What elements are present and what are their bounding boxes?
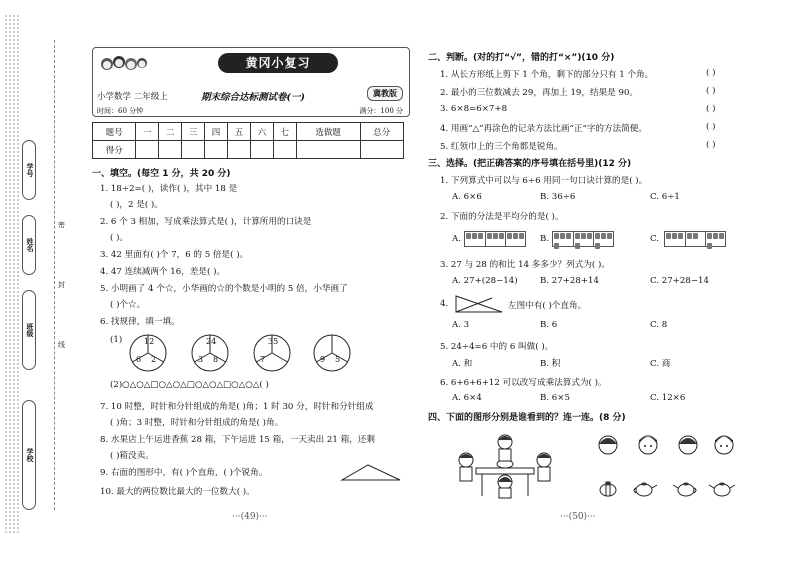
table-cell: 六 [250, 123, 273, 141]
question-5a: 5. 小明画了 4 个☆，小华画的☆的个数是小明的 5 倍，小华画了 [100, 284, 348, 294]
share-group [574, 232, 595, 246]
section-3-title: 三、选择。(把正确答案的序号填在括号里)(12 分) [428, 159, 632, 169]
score-input-cell[interactable] [136, 141, 159, 159]
section-4-title: 四、下面的图形分别是谁看到的？连一连。(8 分) [428, 413, 626, 423]
answer-paren[interactable]: ( ) [706, 140, 716, 150]
answer-paren[interactable]: ( ) [706, 122, 716, 132]
share-group [465, 232, 486, 246]
option-c[interactable]: C. 27+28−14 [650, 276, 709, 286]
option-b[interactable]: B. 6 [540, 320, 558, 330]
item-icon [595, 233, 600, 239]
item-icon [575, 233, 580, 239]
question-1a: 1. 18÷2=( )，读作( )，其中 18 是 [100, 184, 238, 194]
table-cell: 题号 [93, 123, 136, 141]
field-school[interactable]: 学校 [22, 400, 36, 510]
score-input-cell[interactable] [182, 141, 205, 159]
item-icon [601, 233, 606, 239]
question-8b: ( )箱没卖。 [110, 451, 154, 461]
score-input-cell[interactable] [296, 141, 360, 159]
share-group [686, 232, 707, 246]
item-icon [575, 243, 580, 249]
answer-paren[interactable]: ( ) [706, 104, 716, 114]
children-at-table-illustration [452, 430, 558, 500]
option-a[interactable]: A. 3 [452, 320, 470, 330]
item-icon [693, 233, 698, 239]
question-8a: 8. 水果店上午运进香蕉 28 箱，下午运进 15 箱，一天卖出 21 箱，还剩 [100, 435, 375, 445]
question-4-text: 左图中有( )个直角。 [508, 301, 587, 311]
question-6-part-1: (1) [110, 335, 123, 345]
choice-question-4: 4. [440, 299, 449, 309]
item-icon [719, 233, 724, 239]
pie-number-left: 9 [320, 355, 326, 364]
question-2a: 2. 6 个 3 相加，写成乘法算式是( )，计算所用的口诀是 [100, 217, 312, 227]
score-table-score-row [93, 141, 404, 159]
share-group [506, 232, 527, 246]
pie-number-right: 5 [335, 355, 341, 364]
item-icon [566, 233, 571, 239]
option-a[interactable]: A. 27+(28−14) [452, 276, 518, 286]
option-b[interactable]: B. 积 [540, 359, 561, 369]
item-icon [554, 233, 559, 239]
exam-header [92, 47, 410, 117]
teapot-view-icon[interactable] [708, 478, 736, 498]
item-icon [587, 233, 592, 239]
item-icon [519, 233, 524, 239]
share-group [594, 232, 615, 246]
item-icon [513, 233, 518, 239]
table-cell: 一 [136, 123, 159, 141]
item-icon [666, 233, 671, 239]
option-c[interactable]: C. [650, 234, 660, 244]
item-icon [560, 233, 565, 239]
right-triangle-figure-icon [454, 294, 504, 314]
question-5b: ( )个☆。 [110, 300, 146, 310]
option-a[interactable]: A. [452, 234, 461, 244]
option-a[interactable]: A. 和 [452, 359, 473, 369]
score-input-cell[interactable] [273, 141, 296, 159]
item-icon [707, 233, 712, 239]
pie-number-right: 8 [213, 355, 219, 364]
section-2-title: 二、判断。(对的打“√”，错的打“×”)(10 分) [428, 53, 615, 63]
subject-label: 小学数学 二年级上 [97, 92, 168, 102]
question-10: 10. 最大的两位数比最大的一位数大( )。 [100, 487, 255, 497]
field-class[interactable]: 班级 [22, 290, 36, 370]
seal-line [54, 40, 55, 510]
share-group [665, 232, 686, 246]
item-icon [581, 233, 586, 239]
page-number-left: ···(49)··· [232, 512, 268, 522]
table-cell: 二 [159, 123, 182, 141]
choice-question-2: 2. 下面的分法是平均分的是( )。 [440, 212, 564, 222]
judgement-item: 5. 红领巾上的三个角都是锐角。 [440, 142, 563, 152]
full-score: 满分：100 分 [359, 107, 403, 115]
option-b[interactable]: B. 6×5 [540, 393, 570, 403]
question-3: 3. 42 里面有( )个 7，6 的 5 倍是( )。 [100, 250, 249, 260]
option-c[interactable]: C. 6÷1 [650, 192, 680, 202]
item-icon [554, 243, 559, 249]
score-input-cell[interactable] [205, 141, 228, 159]
judgement-item: 4. 用画“△”再涂色的记录方法比画“正”字的方法简便。 [440, 124, 647, 134]
item-icon [507, 233, 512, 239]
question-7b: ( )角；3 时整，时针和分针组成的角是( )角。 [110, 418, 284, 428]
option-b[interactable]: B. [540, 234, 550, 244]
seal-char: 密 [58, 221, 65, 229]
series-banner: 黄冈小复习 [218, 53, 338, 73]
choice-question-6: 6. 6+6+6+12 可以改写成乘法算式为( )。 [440, 378, 607, 388]
field-name[interactable]: 姓名 [22, 215, 36, 275]
share-group [553, 232, 574, 246]
option-b[interactable]: B. 27+28+14 [540, 276, 599, 286]
question-6: 6. 找规律，填一填。 [100, 317, 180, 327]
item-icon [466, 233, 471, 239]
child-view-icon[interactable] [712, 432, 736, 456]
option-b[interactable]: B. 36÷6 [540, 192, 576, 202]
item-icon [493, 233, 498, 239]
teapot-view-icon[interactable] [594, 478, 622, 498]
question-2b: ( )。 [110, 233, 129, 243]
item-icon [707, 243, 712, 249]
share-group [486, 232, 507, 246]
score-input-cell[interactable] [360, 141, 403, 159]
share-group [706, 232, 727, 246]
pie-number-left: 3 [198, 355, 204, 364]
edition-badge: 冀教版 [367, 86, 403, 101]
option-a[interactable]: A. 6×6 [452, 192, 482, 202]
choice-question-3: 3. 27 与 28 的和比 14 多多少？列式为( )。 [440, 260, 610, 270]
table-cell: 五 [228, 123, 251, 141]
question-6-part-2: (2)○△○△□○△○△□○△○△□○△○△( ) [110, 380, 269, 390]
option-a[interactable]: A. 6×4 [452, 393, 482, 403]
pattern-pie [312, 333, 352, 373]
dot-pattern [4, 14, 20, 534]
pie-number-left: 7 [260, 355, 266, 364]
section-1-title: 一、填空。(每空 1 分，共 20 分) [92, 169, 231, 179]
judgement-item: 3. 6×8=6×7+8 [440, 104, 508, 114]
seal-char: 线 [58, 341, 65, 349]
option-c[interactable]: C. 商 [650, 359, 671, 369]
child-view-icon[interactable] [676, 432, 700, 456]
score-input-cell[interactable] [159, 141, 182, 159]
share-diagram [464, 231, 526, 247]
teapot-view-icon[interactable] [672, 478, 700, 498]
score-input-cell[interactable] [228, 141, 251, 159]
child-view-icon[interactable] [636, 432, 660, 456]
option-c[interactable]: C. 12×6 [650, 393, 686, 403]
teapot-view-icon[interactable] [630, 478, 658, 498]
field-student-id[interactable]: 学号 [22, 140, 36, 200]
pie-number-left: 6 [136, 355, 142, 364]
item-icon [607, 233, 612, 239]
item-icon [478, 233, 483, 239]
pie-number-top: 24 [206, 337, 217, 346]
table-cell: 得分 [93, 141, 136, 159]
item-icon [595, 243, 600, 249]
seal-char: 封 [58, 281, 65, 289]
choice-question-5: 5. 24÷4=6 中的 6 叫做( )。 [440, 342, 554, 352]
table-cell: 总分 [360, 123, 403, 141]
exam-title: 期末综合达标测试卷(一) [201, 92, 305, 103]
judgement-item: 1. 从长方形纸上剪下 1 个角，剩下的部分只有 1 个角。 [440, 70, 654, 80]
table-cell: 四 [205, 123, 228, 141]
share-diagram [552, 231, 614, 247]
score-table [92, 122, 404, 159]
item-icon [713, 233, 718, 239]
triangle-figure-icon [340, 462, 402, 482]
question-7a: 7. 10 时整，时针和分针组成的角是( )角；1 时 30 分，时针和分针组成 [100, 402, 374, 412]
child-view-icon[interactable] [596, 432, 620, 456]
item-icon [678, 233, 683, 239]
score-input-cell[interactable] [250, 141, 273, 159]
table-cell: 选做题 [296, 123, 360, 141]
children-logo-icon [99, 52, 149, 82]
item-icon [487, 233, 492, 239]
item-icon [472, 233, 477, 239]
table-cell: 三 [182, 123, 205, 141]
table-cell: 七 [273, 123, 296, 141]
binding-strip [0, 0, 80, 574]
question-4: 4. 47 连续减两个 16，差是( )。 [100, 267, 226, 277]
pie-number-top: 35 [268, 337, 279, 346]
answer-paren[interactable]: ( ) [706, 68, 716, 78]
score-table-header-row [93, 123, 404, 141]
time-limit: 时间：60 分钟 [97, 107, 144, 115]
item-icon [499, 233, 504, 239]
share-diagram [664, 231, 726, 247]
question-1b: ( )，2 是( )。 [110, 200, 163, 210]
answer-paren[interactable]: ( ) [706, 86, 716, 96]
item-icon [672, 233, 677, 239]
pie-number-top: 12 [144, 337, 155, 346]
question-9: 9. 右面的图形中，有( )个直角，( )个锐角。 [100, 468, 268, 478]
option-c[interactable]: C. 8 [650, 320, 668, 330]
choice-question-1: 1. 下列算式中可以与 6÷6 用同一句口诀计算的是( )。 [440, 176, 648, 186]
pie-number-right: 2 [151, 355, 157, 364]
judgement-item: 2. 最小的三位数减去 29，再加上 19，结果是 90。 [440, 88, 639, 98]
item-icon [687, 233, 692, 239]
page-number-right: ···(50)··· [560, 512, 596, 522]
